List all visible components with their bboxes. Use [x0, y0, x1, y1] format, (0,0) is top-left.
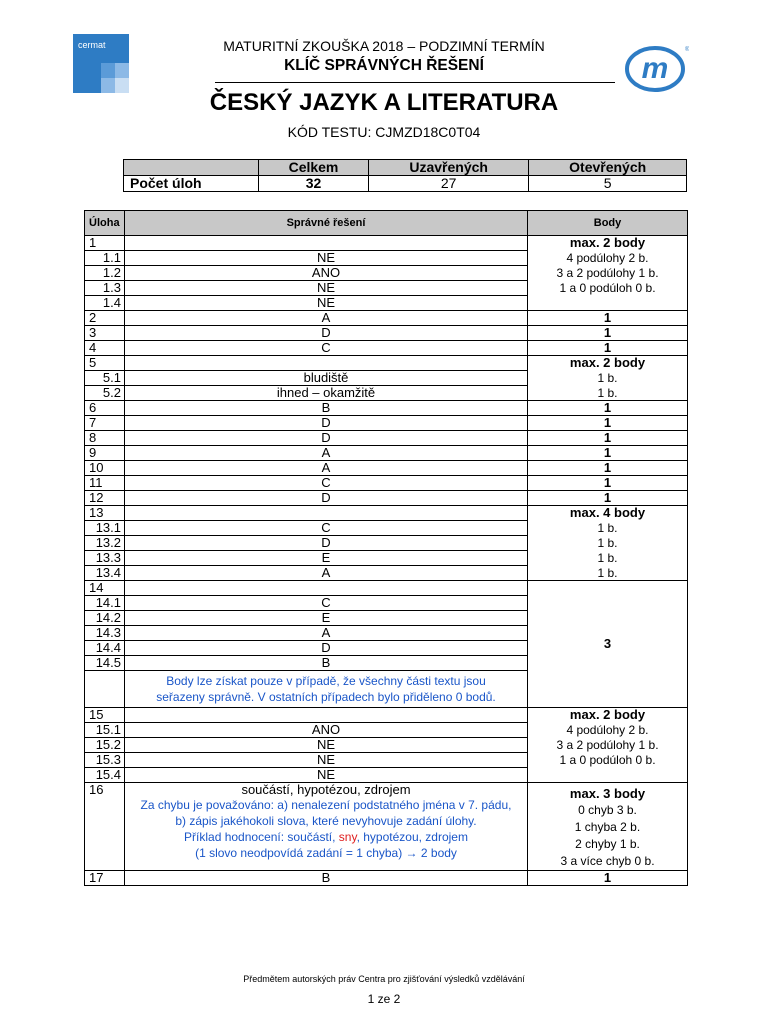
points-note: 3 a 2 podúlohy 1 b. — [528, 266, 688, 281]
answer-cell: A — [125, 626, 528, 641]
task-number: 9 — [85, 446, 125, 461]
answer-cell: A — [125, 461, 528, 476]
points-cell: max. 2 body — [528, 356, 688, 371]
points-cell: 1 — [528, 461, 688, 476]
task-number: 11 — [85, 476, 125, 491]
summary-table — [123, 159, 687, 192]
answer-cell: ANO — [125, 266, 528, 281]
task-number: 4 — [85, 341, 125, 356]
summary-row-label: Počet úloh — [124, 176, 259, 192]
answer-key-table — [84, 210, 688, 886]
summary-col-celkem: Celkem — [259, 160, 369, 176]
page-number: 1 ze 2 — [367, 992, 401, 1006]
points-note: 3 a 2 podúlohy 1 b. — [528, 738, 688, 753]
answer-cell: NE — [125, 753, 528, 768]
scoring-note-4: (1 slovo neodpovídá zadání = 1 chyba) → 2 body — [195, 846, 457, 860]
subtask-number: 15.1 — [85, 723, 125, 738]
points-cell: 1 — [528, 341, 688, 356]
task-number: 1 — [85, 236, 125, 251]
points-cell: 1 — [528, 311, 688, 326]
svg-text:®: ® — [685, 47, 689, 53]
answer-cell: C — [125, 341, 528, 356]
points-note: 1 chyba 2 b. — [574, 820, 641, 834]
points-cell: 3 — [528, 581, 688, 708]
task-number: 6 — [85, 401, 125, 416]
exam-title: MATURITNÍ ZKOUŠKA 2018 – PODZIMNÍ TERMÍN — [223, 38, 545, 54]
points-note: 0 chyb 3 b. — [578, 803, 637, 817]
head-body: Body — [528, 211, 688, 236]
answer-cell: A — [125, 446, 528, 461]
subtask-number: 5.2 — [85, 386, 125, 401]
answer-cell: ANO — [125, 723, 528, 738]
points-cell: 1 — [528, 416, 688, 431]
points-cell: 1 — [528, 431, 688, 446]
answer-cell: D — [125, 491, 528, 506]
scoring-note: Body lze získat pouze v případě, že všechny části textu jsou seřazeny správně. V ostatních případech bylo přiděleno 0 bodů. — [125, 671, 528, 708]
answer-cell: NE — [125, 251, 528, 266]
task-number: 17 — [85, 871, 125, 886]
m-logo-icon — [625, 44, 689, 92]
subtask-number: 5.1 — [85, 371, 125, 386]
summary-col-uzavrenych: Uzavřených — [368, 160, 528, 176]
subtask-number: 14.1 — [85, 596, 125, 611]
answer-cell: součástí, hypotézou, zdrojem — [241, 782, 411, 797]
points-note: 2 chyby 1 b. — [575, 837, 640, 851]
task-number: 10 — [85, 461, 125, 476]
subject-title: ČESKÝ JAZYK A LITERATURA — [209, 89, 559, 116]
task-number: 12 — [85, 491, 125, 506]
points-note: 1 b. — [528, 566, 688, 581]
points-note: 1 b. — [528, 521, 688, 536]
points-cell: max. 4 body — [528, 506, 688, 521]
subtask-number: 15.2 — [85, 738, 125, 753]
points-cell: 1 — [528, 476, 688, 491]
answer-cell: A — [125, 566, 528, 581]
scoring-note-1: Za chybu je považováno: a) nenalezení podstatného jména v 7. pádu, — [140, 798, 512, 812]
subtask-number: 13.2 — [85, 536, 125, 551]
points-note: 4 podúlohy 2 b. — [528, 251, 688, 266]
wrong-word: sny — [338, 830, 357, 844]
points-cell: 1 — [528, 401, 688, 416]
answer-cell: B — [125, 871, 528, 886]
subtask-number: 13.1 — [85, 521, 125, 536]
subtask-number: 13.3 — [85, 551, 125, 566]
answer-cell: E — [125, 611, 528, 626]
task-number: 15 — [85, 708, 125, 723]
answer-cell: C — [125, 476, 528, 491]
points-note: 3 a více chyb 0 b. — [560, 854, 655, 868]
header-rule — [215, 82, 615, 83]
task-number: 14 — [85, 581, 125, 596]
subtask-number: 13.4 — [85, 566, 125, 581]
subtask-number: 14.5 — [85, 656, 125, 671]
summary-col-otevrenych: Otevřených — [529, 160, 687, 176]
svg-text:m: m — [641, 52, 669, 85]
task-number: 5 — [85, 356, 125, 371]
summary-open: 5 — [529, 176, 687, 192]
summary-closed: 27 — [368, 176, 528, 192]
task-number: 7 — [85, 416, 125, 431]
points-note: 1 b. — [528, 536, 688, 551]
points-cell: 1 — [528, 326, 688, 341]
answer-cell: D — [125, 641, 528, 656]
points-cell: 1 — [528, 871, 688, 886]
answer-cell: A — [125, 311, 528, 326]
answer-cell: NE — [125, 738, 528, 753]
answer-cell: B — [125, 401, 528, 416]
points-note: 1 b. — [528, 371, 688, 386]
answer-cell: B — [125, 656, 528, 671]
task-number: 13 — [85, 506, 125, 521]
cermat-logo-text: cermat — [78, 40, 106, 50]
task-number: 8 — [85, 431, 125, 446]
points-note: 1 a 0 podúloh 0 b. — [528, 281, 688, 296]
points-cell: max. 2 body — [528, 708, 688, 723]
subtask-number: 15.4 — [85, 768, 125, 783]
subtask-number: 15.3 — [85, 753, 125, 768]
head-reseni: Správné řešení — [125, 211, 528, 236]
task-number: 2 — [85, 311, 125, 326]
summary-total: 32 — [259, 176, 369, 192]
answer-cell: ihned – okamžitě — [125, 386, 528, 401]
points-cell: max. 3 body — [569, 786, 646, 801]
points-note: 1 b. — [528, 386, 688, 401]
answer-cell: bludiště — [125, 371, 528, 386]
points-cell: max. 2 body — [528, 236, 688, 251]
head-uloha: Úloha — [85, 211, 125, 236]
points-note: 1 a 0 podúloh 0 b. — [528, 753, 688, 768]
points-note: 4 podúlohy 2 b. — [528, 723, 688, 738]
points-note: 1 b. — [528, 551, 688, 566]
points-cell: 1 — [528, 491, 688, 506]
subtask-number: 1.1 — [85, 251, 125, 266]
answer-cell: D — [125, 416, 528, 431]
copyright-note: Předmětem autorských práv Centra pro zjišťování výsledků vzdělávání — [243, 974, 525, 984]
task-number: 3 — [85, 326, 125, 341]
answer-cell: NE — [125, 768, 528, 783]
answer-cell: D — [125, 431, 528, 446]
answer-cell: NE — [125, 281, 528, 296]
answer-cell: C — [125, 521, 528, 536]
answer-cell: D — [125, 536, 528, 551]
scoring-note-2: b) zápis jakéhokoli slova, které nevyhovuje zadání úlohy. — [175, 814, 477, 828]
answer-cell: D — [125, 326, 528, 341]
subtask-number: 1.2 — [85, 266, 125, 281]
key-title: KLÍČ SPRÁVNÝCH ŘEŠENÍ — [284, 57, 484, 74]
subtask-number: 14.4 — [85, 641, 125, 656]
subtask-number: 14.2 — [85, 611, 125, 626]
answer-cell: NE — [125, 296, 528, 311]
subtask-number: 14.3 — [85, 626, 125, 641]
subtask-number: 1.4 — [85, 296, 125, 311]
subtask-number: 1.3 — [85, 281, 125, 296]
answer-cell: C — [125, 596, 528, 611]
test-code: KÓD TESTU: CJMZD18C0T04 — [287, 124, 481, 140]
points-cell: 1 — [528, 446, 688, 461]
scoring-example: Příklad hodnocení: součástí, sny, hypotézou, zdrojem — [184, 830, 468, 844]
answer-cell: E — [125, 551, 528, 566]
task-number: 16 — [85, 783, 125, 871]
